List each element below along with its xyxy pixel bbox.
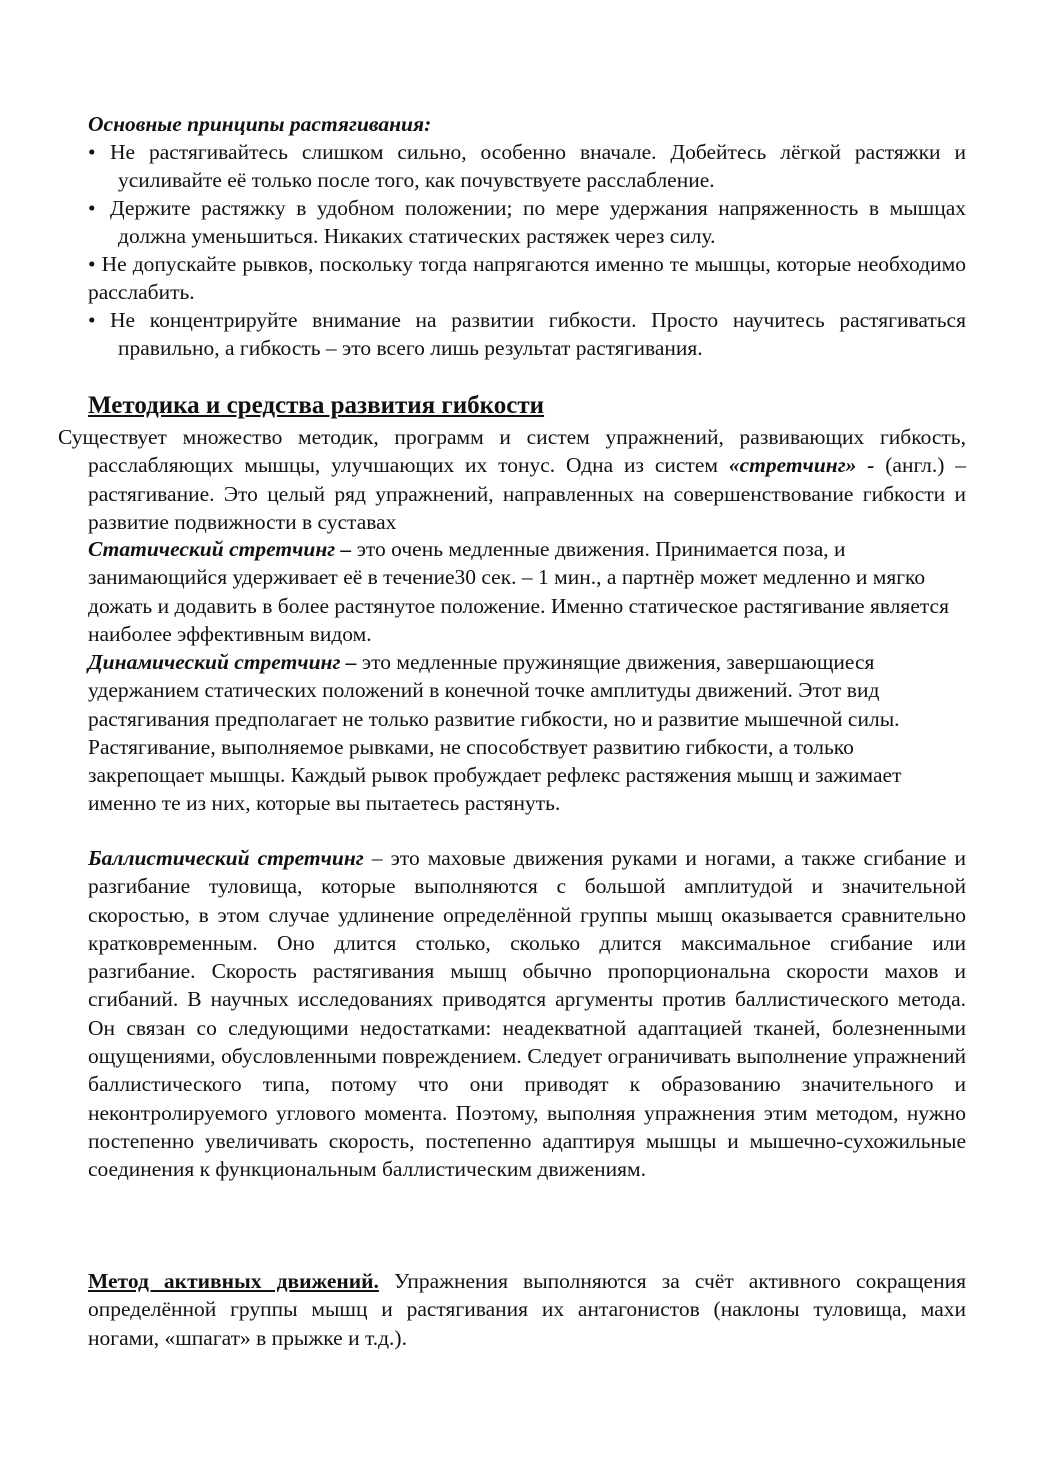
- stretching-term: «стретчинг» -: [728, 453, 875, 478]
- bullet-icon: •: [88, 140, 96, 164]
- static-term: Статический стретчинг –: [88, 537, 352, 561]
- section-title: Методика и средства развития гибкости: [88, 392, 545, 419]
- methods-intro: Существует множество методик, программ и систем упражнений, развивающих гибкость, расслабляющих мышцы, улучшающих их тонус. Одна из систем «стретчинг» - (англ.) – растягивание. Это целый ряд упражнений, направленных на совершенствование гибкости и развитие подвижности в суставах: [58, 425, 967, 534]
- principle-item-3: • Не допускайте рывков, поскольку тогда напрягаются именно те мышцы, которые необходимо расслабить.: [88, 252, 966, 305]
- ballistic-stretching: Баллистический стретчинг – это маховые движения руками и ногами, а также сгибание и разгибание туловища, которые выполняются с большой амплитудой и значительной скоростью, в этом случае удлинение определённой группы мышц оказывается сравнительно кратковременным. Оно длится столько, сколько длится максимальное сгибание или разгибание. Скорость растягивания мышц обычно пропорциональна скорости махов и сгибаний. В научных исследованиях приводятся аргументы против баллистического метода. Он связан со следующими недостатками: неадекватной адаптацией тканей, болезненными ощущениями, обусловленными повреждением. Следует ограничивать выполнение упражнений баллистического типа, потому что они приводят к образованию значительного и неконтролируемого углового момента. Поэтому, выполняя упражнения этим методом, нужно постепенно увеличивать скорость, постепенно адаптируя мышцы и мышечно-сухожильные соединения к функциональным баллистическим движениям.: [88, 846, 966, 1182]
- principle-item-1: • Не растягивайтесь слишком сильно, особенно вначале. Добейтесь лёгкой растяжки и усиливайте её только после того, как почувствуете расслабление.: [88, 140, 966, 193]
- active-method: Метод активных движений. Упражнения выполняются за счёт активного сокращения определённой группы мышц и растягивания их антагонистов (наклоны туловища, махи ногами, «шпагат» в прыжке и т.д.).: [88, 1269, 966, 1350]
- principle-item-2: • Держите растяжку в удобном положении; по мере удержания напряженность в мышцах должна уменьшиться. Никаких статических растяжек через силу.: [88, 196, 966, 249]
- ballistic-term: Баллистический стретчинг: [88, 846, 364, 870]
- active-term: Метод активных движений.: [88, 1269, 379, 1293]
- static-stretching: Статический стретчинг – это очень медленные движения. Принимается поза, и занимающийся удерживает её в течение30 сек. – 1 мин., а партнёр может медленно и мягко дожать и додавить в более растянутое положение. Именно статическое растягивание является наиболее эффективным видом.: [88, 537, 949, 646]
- dynamic-stretching: Динамический стретчинг – это медленные пружинящие движения, завершающиеся удержанием статических положений в конечной точке амплитуды движений. Этот вид растягивания предполагает не только развитие гибкости, но и развитие мышечной силы. Растягивание, выполняемое рывками, не способствует развитию гибкости, а только закрепощает мышцы. Каждый рывок пробуждает рефлекс растяжения мышц и зажимает именно те из них, которые вы пытаетесь растянуть.: [88, 650, 902, 816]
- principles-heading: Основные принципы растягивания:: [88, 112, 432, 136]
- bullet-icon: •: [88, 252, 96, 276]
- dynamic-term: Динамический стретчинг –: [88, 650, 357, 674]
- principle-item-4: • Не концентрируйте внимание на развитии гибкости. Просто научитесь растягиваться правильно, а гибкость – это всего лишь результат растягивания.: [88, 308, 966, 361]
- bullet-icon: •: [88, 308, 96, 332]
- bullet-icon: •: [88, 196, 96, 220]
